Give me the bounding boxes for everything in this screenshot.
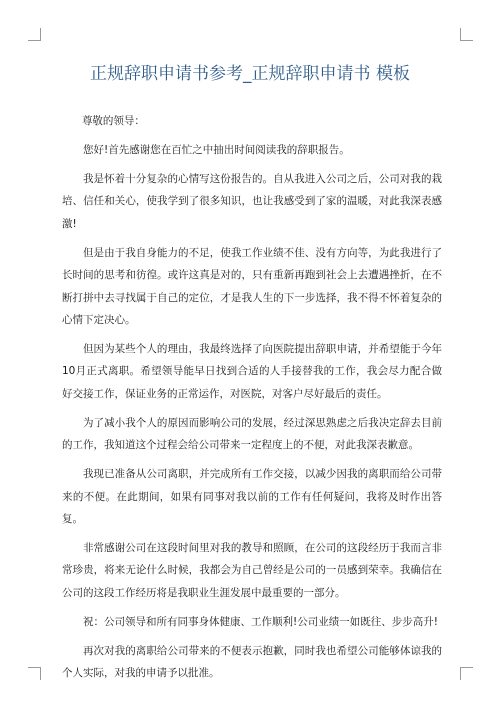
crop-mark-top-left (28, 28, 41, 41)
paragraph-gratitude: 我是怀着十分复杂的心情写这份报告的。自从我进入公司之后，公司对我的栽培、信任和关心，使我学到了很多知识，也让我感受到了家的温暖，对此我深表感激! (62, 173, 442, 230)
paragraph-handover: 我现已准备从公司离职，并完成所有工作交接，以减少因我的离职而给公司带来的不便。在此期间，如果有同事对我以前的工作有任何疑问，我将及时作出答复。 (62, 468, 442, 526)
greeting: 尊敬的领导： (81, 115, 145, 127)
paragraph-resignation-date: 但因为某些个人的理由，我最终选择了向医院提出辞职申请，并希望能于今年 10月正式离职。希望领导能早日找到合适的人手接替我的工作，我会尽力配合做好交接工作，保证业务的正常运作，对医院，对客户尽好最后的责任。 (62, 343, 442, 400)
document-body (62, 110, 442, 691)
crop-mark-bottom-right (460, 667, 473, 680)
paragraph-reflection: 但是由于我自身能力的不足，使我工作业绩不佳、没有方向等，为此我进行了长时间的思考和彷徨。或许这真是对的，只有重新再跑到社会上去遭遇挫折，在不断打拼中去寻找属于自己的定位，才是我人生的下一步选择，我不得不怀着复杂的心情下定决心。 (62, 246, 442, 327)
paragraph-apology: 为了减小我个人的原因而影响公司的发展，经过深思熟虑之后我决定辞去目前的工作，我知道这个过程会给公司带来一定程度上的不便，对此我深表歉意。 (62, 416, 442, 452)
paragraph-opening: 您好!首先感谢您在百忙之中抽出时间阅读我的辞职报告。 (83, 144, 350, 156)
paragraph-wishes: 祝：公司领导和所有同事身体健康、工作顺利!公司业绩一如既往、步步高升! (83, 615, 438, 628)
paragraph-thanks: 非常感谢公司在这段时间里对我的教导和照顾，在公司的这段经历于我而言非常珍贵，将来无论什么时候，我都会为自己曾经是公司的一员感到荣幸。我确信在公司的这段工作经历将是我职业生涯发展中最重要的一部分。 (62, 542, 442, 599)
document-title: 正规辞职申请书参考_正规辞职申请书 模板 (90, 64, 410, 84)
paragraph-closing: 再次对我的离职给公司带来的不便表示抱歉，同时我也希望公司能够体谅我的个人实际，对我的申请予以批准。 (62, 644, 442, 680)
crop-mark-top-right (460, 28, 473, 41)
crop-mark-bottom-left (28, 667, 41, 680)
